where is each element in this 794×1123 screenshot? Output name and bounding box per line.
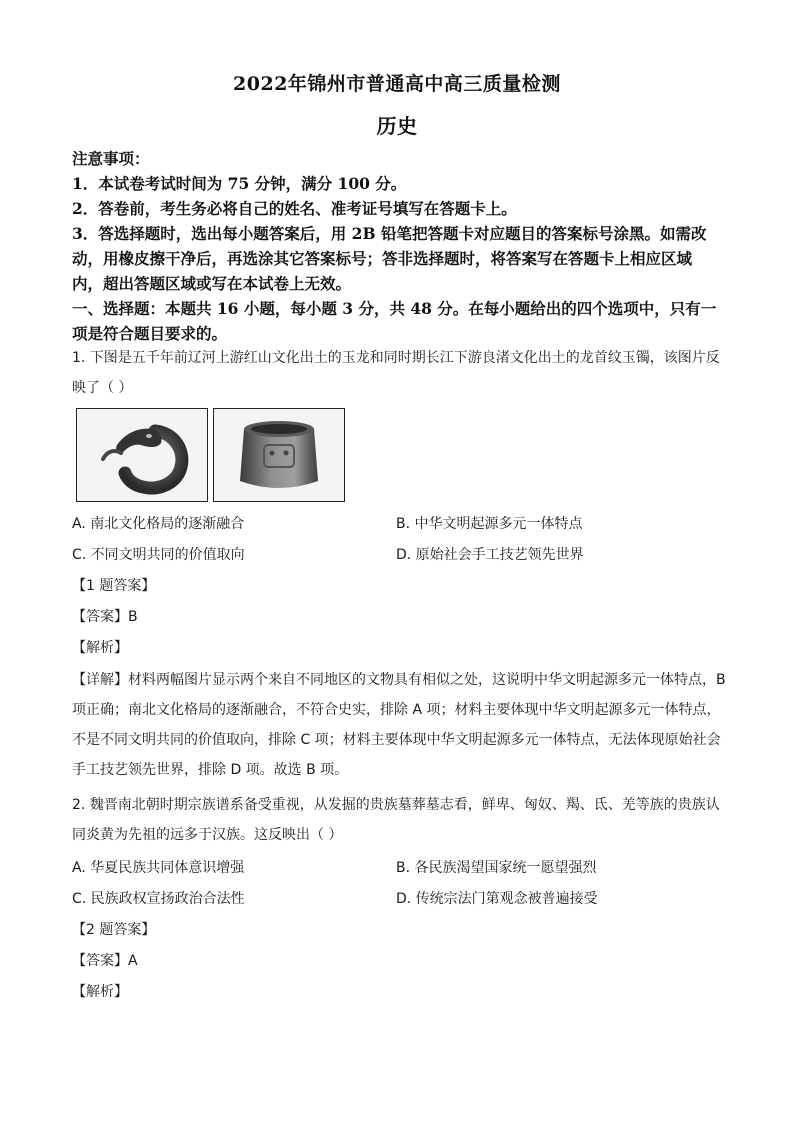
question-1-stem	[72, 343, 732, 403]
question-2-stem	[72, 790, 732, 850]
explanation-line: 【详解】材料两幅图片显示两个来自不同地区的文物具有相似之处，这说明中华文明起源多元一体特点，B	[72, 672, 726, 688]
explanation-line: 手工技艺领先世界，排除 D 项。故选 B 项。	[72, 762, 349, 778]
option-a[interactable]: A. 华夏民族共同体意识增强	[72, 860, 245, 876]
explanation-line: 不是不同文明共同的价值取向，排除 C 项；材料主要体现中华文明起源多元一体特点，无法体现原始社会	[72, 732, 721, 748]
jade-dragon-image	[76, 408, 208, 502]
section-heading-line: 项是符合题目要求的。	[72, 324, 228, 343]
option-c[interactable]: C. 民族政权宣扬政治合法性	[72, 891, 245, 907]
notice-item: 2．答卷前，考生务必将自己的姓名、准考证号填写在答题卡上。	[72, 199, 517, 218]
option-b[interactable]: B. 各民族渴望国家统一愿望强烈	[396, 860, 597, 876]
question-stem-line: 同炎黄为先祖的远多于汉族。这反映出（ ）	[72, 827, 343, 843]
answer-number-tag: 【1 题答案】	[72, 578, 156, 594]
notice-item: 1．本试卷考试时间为 75 分钟，满分 100 分。	[72, 174, 407, 193]
question-stem-line: 映了（ ）	[72, 380, 133, 396]
option-d[interactable]: D. 原始社会手工技艺领先世界	[396, 547, 584, 563]
question-stem-line: 2. 魏晋南北朝时期宗族谱系备受重视，从发掘的贵族墓葬墓志看，鲜卑、匈奴、羯、氐、羌等族的贵族认	[72, 797, 720, 813]
answer-label: 【答案】B	[72, 609, 138, 625]
option-a[interactable]: A. 南北文化格局的逐渐融合	[72, 516, 245, 532]
notice-section	[72, 146, 732, 346]
analysis-label: 【解析】	[72, 984, 128, 1000]
explanation	[72, 665, 732, 785]
question-stem-line: 1. 下图是五千年前辽河上游红山文化出土的玉龙和同时期长江下游良渚文化出土的龙首纹玉镯，该图片反	[72, 350, 720, 366]
section-heading-line: 一、选择题：本题共 16 小题，每小题 3 分，共 48 分。在每小题给出的四个选项中，只有一	[72, 299, 717, 318]
explanation-line: 项正确；南北文化格局的逐渐融合，不符合史实，排除 A 项；材料主要体现中华文明起源多元一体特点，	[72, 702, 721, 718]
exam-title: 2022年锦州市普通高中高三质量检测	[233, 73, 561, 95]
notice-item: 3．答选择题时，选出每小题答案后，用 2B 铅笔把答题卡对应题目的答案标号涂黑。如需改	[72, 224, 707, 243]
subject-title: 历史	[376, 114, 418, 138]
notice-heading: 注意事项：	[72, 149, 150, 168]
option-b[interactable]: B. 中华文明起源多元一体特点	[396, 516, 583, 532]
notice-item: 内，超出答题区域或写在本试卷上无效。	[72, 274, 352, 293]
option-d[interactable]: D. 传统宗法门第观念被普遍接受	[396, 891, 598, 907]
answer-number-tag: 【2 题答案】	[72, 922, 156, 938]
jade-bracelet-image	[213, 408, 345, 502]
analysis-label: 【解析】	[72, 640, 128, 656]
option-c[interactable]: C. 不同文明共同的价值取向	[72, 547, 245, 563]
answer-label: 【答案】A	[72, 953, 138, 969]
notice-item: 动，用橡皮擦干净后，再选涂其它答案标号；答非选择题时，将答案写在答题卡上相应区域	[72, 249, 693, 268]
